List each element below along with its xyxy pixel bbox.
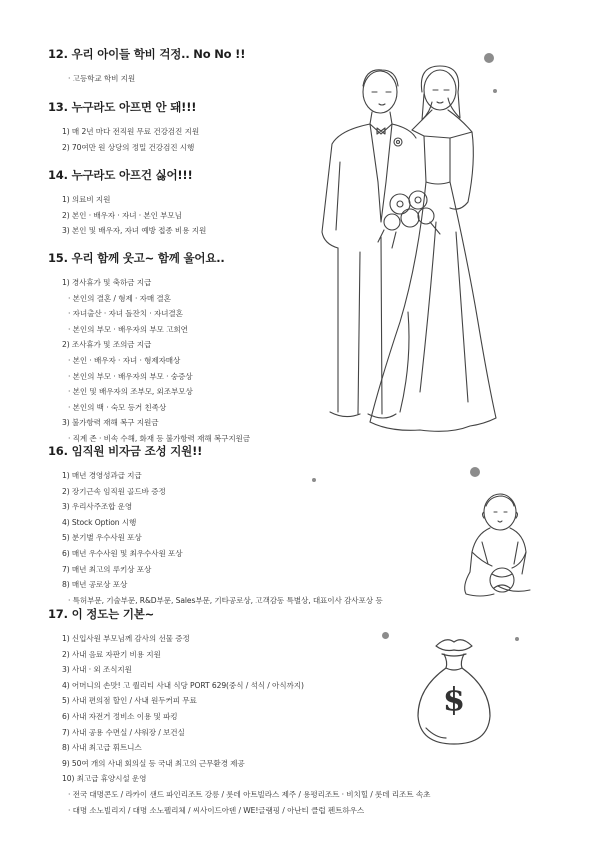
list-item: 8) 사내 최고급 휘트니스 — [62, 743, 142, 753]
list-item: · 본인의 백 · 숙모 등거 친족상 — [68, 402, 167, 412]
list-item: 1) 경사휴가 및 축하금 지급 — [62, 278, 152, 287]
item-list — [48, 468, 468, 608]
decorative-dot — [470, 467, 480, 477]
decorative-dot — [515, 637, 519, 641]
list-item: · 대명 소노빌리지 / 대명 소노펠리체 / 씨사이드아덴 / WE!글램핑 / 아난티 클럽 펜트하우스 — [68, 805, 365, 815]
section-title: 12. 우리 아이들 학비 걱정.. No No !! — [48, 47, 246, 61]
list-item: 10) 최고급 휴양시설 운영 — [62, 774, 147, 784]
dollar-sign-icon: $ — [442, 680, 466, 718]
list-item: · 본인 · 배우자 · 자녀 · 형제자매상 — [68, 355, 181, 365]
baby-with-ball-illustration — [452, 490, 534, 602]
section-16 — [48, 443, 468, 608]
list-item: 1) 신입사원 부모님께 감사의 선물 증정 — [62, 634, 190, 643]
list-item: 1) 매 2년 마다 전직원 무료 건강검진 지원 — [62, 127, 200, 136]
list-item: · 본인 및 배우자의 조부모, 외조부모상 — [68, 387, 193, 397]
list-item: 5) 사내 편의점 할인 / 사내 원두커피 무료 — [62, 696, 197, 706]
list-item: 1) 매년 경영성과급 지급 — [62, 471, 142, 480]
list-item: 6) 매년 우수사원 및 최우수사원 포상 — [62, 548, 183, 558]
list-item: 4) 어머니의 손맛! 고 퀄리티 사내 식당 PORT 629(중식 / 석식 / 아식까지) — [62, 680, 304, 690]
list-item: 3) 사내 · 외 조식지원 — [62, 665, 132, 675]
list-item: 1) 의료비 지원 — [62, 195, 111, 204]
list-item: 2) 본인 · 배우자 · 자녀 · 본인 부모님 — [62, 210, 182, 220]
list-item: 3) 불가항력 재해 복구 지원금 — [62, 418, 159, 428]
list-item: · 본인의 결혼 / 형제 · 자매 결혼 — [68, 293, 171, 303]
section-title: 15. 우리 함께 웃고~ 함께 울어요.. — [48, 251, 225, 265]
list-item: · 자녀출산 · 자녀 돌잔치 · 자녀결혼 — [68, 309, 183, 319]
list-item: 2) 사내 음료 자판기 비용 지원 — [62, 649, 161, 659]
section-title: 14. 누구라도 아프건 싫어!!! — [48, 168, 193, 182]
list-item: 6) 사내 자전거 정비소 이용 및 파킹 — [62, 711, 178, 721]
list-item: 5) 분기별 우수사원 포상 — [62, 533, 142, 543]
list-item: 2) 장기근속 임직원 골드바 증정 — [62, 486, 166, 496]
wedding-couple-illustration — [300, 62, 500, 442]
list-item: 7) 사내 공용 수면실 / 샤워장 / 보건실 — [62, 727, 185, 737]
list-item: 4) Stock Option 시행 — [62, 517, 137, 527]
section-title: 13. 누구라도 아프면 안 돼!!! — [48, 100, 197, 114]
list-item: · 전국 대명콘도 / 라카이 샌드 파인리조트 강릉 / 롯데 아트빌라스 제주 / 용평리조트 · 비치힐 / 롯데 리조트 속초 — [68, 789, 431, 799]
section-title: 17. 이 정도는 기본~ — [48, 607, 155, 621]
list-item: · 본인의 부모 · 배우자의 부모 · 숭증상 — [68, 371, 193, 381]
list-item: 2) 70여만 원 상당의 정밀 건강검진 시행 — [62, 142, 195, 152]
list-item: · 본인의 부모 · 배우자의 부모 고희연 — [68, 324, 188, 334]
list-item: 2) 조사휴가 및 조의금 지급 — [62, 340, 152, 350]
section-title: 16. 임직원 비자금 조성 지원!! — [48, 444, 203, 458]
list-item: 7) 매년 최고의 루키상 포상 — [62, 564, 152, 574]
list-item: · 특허부문, 기술부문, R&D부문, Sales부문, 기타공로상, 고객감동 특별상, 대표이사 감사포상 등 — [68, 595, 383, 605]
list-item: 8) 매년 공로상 포상 — [62, 580, 128, 590]
section-17 — [48, 606, 468, 818]
list-item: 9) 50여 개의 사내 회의실 등 국내 최고의 근무환경 제공 — [62, 758, 245, 768]
list-item: · 직계 존 · 비속 수해, 화재 등 불가항력 재해 복구지원금 — [68, 433, 251, 443]
item-list — [48, 631, 468, 818]
list-item: · 고등학교 학비 지원 — [68, 74, 136, 83]
list-item: 3) 본인 및 배우자, 자녀 예방 접종 비용 지원 — [62, 226, 207, 236]
money-bag-illustration — [412, 632, 496, 750]
list-item: 3) 우리사주조합 운영 — [62, 502, 133, 512]
